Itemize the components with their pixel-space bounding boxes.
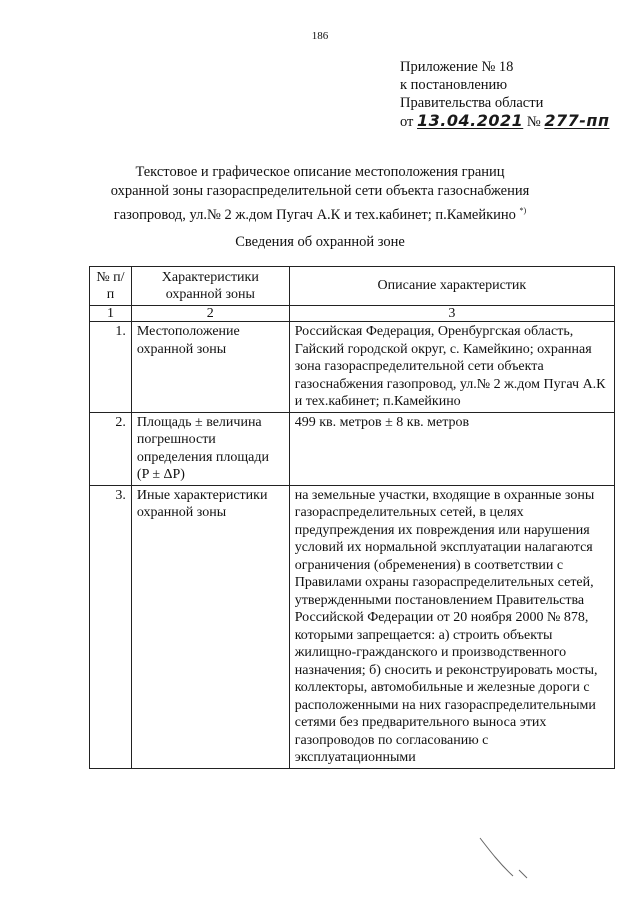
table-header-row [90, 267, 615, 306]
protection-zone-table [89, 266, 615, 769]
pen-stroke-mark [475, 836, 535, 886]
row-number: 1. [90, 322, 132, 413]
row-characteristic: Иные характеристики охранной зоны [131, 485, 289, 768]
number-value: 277-пп [544, 111, 610, 130]
document-title [0, 163, 640, 225]
table-row [90, 412, 615, 485]
header-description: Описание характеристик [289, 267, 614, 306]
date-value: 13.04.2021 [417, 111, 524, 130]
row-description: Российская Федерация, Оренбургская область, Гайский городской округ, с. Камейкино; охранная зона газораспределительной сети объекта газоснабжения газопровод, ул.№ 2 ж.дом Пугач А.К и тех.кабинет; п.Камейкино [289, 322, 614, 413]
table-row [90, 322, 615, 413]
header-characteristic: Характеристики охранной зоны [131, 267, 289, 306]
column-number: 2 [131, 306, 289, 322]
row-number: 3. [90, 485, 132, 768]
column-number: 3 [289, 306, 614, 322]
number-prefix: № [526, 114, 541, 130]
title-line-2: охранной зоны газораспределительной сети объекта газоснабжения [110, 183, 530, 199]
section-subtitle: Сведения об охранной зоне [235, 234, 405, 250]
appendix-line-3: Правительства области [400, 95, 544, 111]
column-number-row [90, 306, 615, 322]
row-description: 499 кв. метров ± 8 кв. метров [289, 412, 614, 485]
appendix-line-1: Приложение № 18 [400, 59, 514, 75]
title-line-1: Текстовое и графическое описание местоположения границ [135, 164, 505, 180]
appendix-line-2: к постановлению [400, 77, 508, 93]
row-characteristic: Площадь ± величина погрешности определения площади (P ± ΔP) [131, 412, 289, 485]
title-line-3-text: газопровод, ул.№ 2 ж.дом Пугач А.К и тех.кабинет; п.Камейкино [113, 207, 516, 223]
row-description: на земельные участки, входящие в охранные зоны газораспределительных сетей, в целях предупреждения их повреждения или нарушения условий их нормальной эксплуатации налагаются ограничения (обременения) в соответствии с Правилами охраны газораспределительных сетей, утвержденными постановлением Правительства Российской Федерации от 20 ноября 2000 № 878, которыми запрещается: а) строить объекты жилищно-гражданского и производственного назначения; б) сносить и реконструировать мосты, коллекторы, автомобильные и железные дороги с расположенными на них газораспределительными сетями без предварительного выноса этих газопроводов по согласованию с эксплуатационными [289, 485, 614, 768]
header-number: № п/п [90, 267, 132, 306]
date-prefix: от [400, 114, 414, 130]
title-footnote-mark: *) [519, 206, 527, 215]
row-characteristic: Местоположение охранной зоны [131, 322, 289, 413]
title-line-3 [0, 201, 640, 225]
appendix-date-line [400, 112, 610, 131]
table-row [90, 485, 615, 768]
appendix-block [400, 58, 610, 131]
page-number: 186 [311, 30, 329, 42]
column-number: 1 [90, 306, 132, 322]
row-number: 2. [90, 412, 132, 485]
